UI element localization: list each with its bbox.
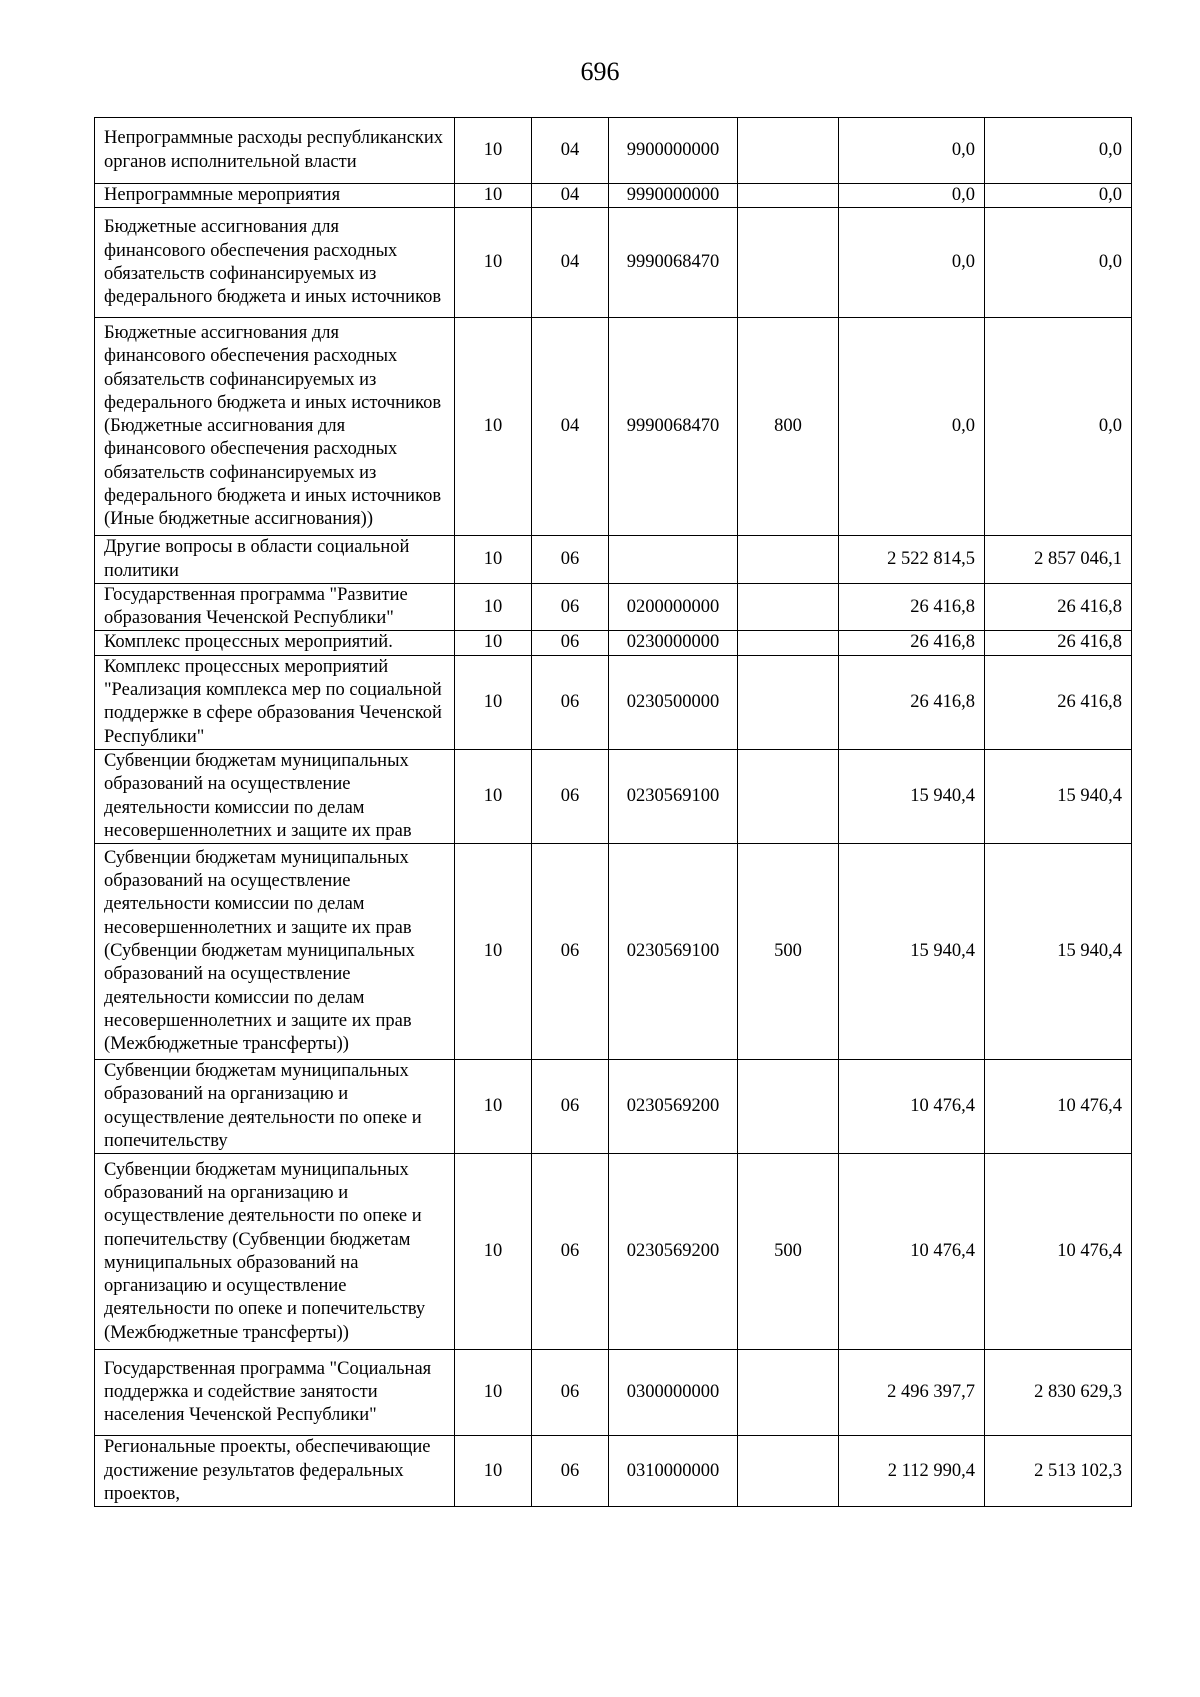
row-section-cell: 10: [455, 208, 532, 318]
table-row: [95, 318, 1132, 536]
row-expense-type-cell: [738, 184, 839, 208]
row-subsection-cell: 06: [532, 844, 609, 1060]
row-expense-type-cell: 800: [738, 318, 839, 536]
row-amount-year2-cell: 10 476,4: [985, 1154, 1132, 1350]
row-name-cell: Государственная программа "Социальная поддержка и содействие занятости населения Чеченской Республики": [95, 1350, 455, 1436]
budget-table: [94, 117, 1132, 1507]
row-target-article-cell: 0300000000: [609, 1350, 738, 1436]
row-subsection-cell: 06: [532, 1436, 609, 1507]
row-name-cell: Непрограммные расходы республиканских органов исполнительной власти: [95, 118, 455, 184]
row-expense-type-cell: [738, 536, 839, 584]
row-amount-year2-cell: 2 830 629,3: [985, 1350, 1132, 1436]
row-expense-type-cell: 500: [738, 844, 839, 1060]
table-row: [95, 184, 1132, 208]
table-body: [95, 118, 1132, 1507]
row-amount-year1-cell: 15 940,4: [839, 749, 985, 843]
row-name-cell: Непрограммные мероприятия: [95, 184, 455, 208]
row-name-cell: Субвенции бюджетам муниципальных образований на осуществление деятельности комиссии по делам несовершеннолетних и защите их прав: [95, 749, 455, 843]
row-expense-type-cell: [738, 118, 839, 184]
row-subsection-cell: 06: [532, 1350, 609, 1436]
row-section-cell: 10: [455, 318, 532, 536]
table-row: [95, 536, 1132, 584]
table-row: [95, 583, 1132, 631]
row-amount-year2-cell: 26 416,8: [985, 631, 1132, 655]
table-row: [95, 844, 1132, 1060]
row-section-cell: 10: [455, 844, 532, 1060]
row-name-cell: Субвенции бюджетам муниципальных образований на организацию и осуществление деятельности по опеке и попечительству: [95, 1060, 455, 1154]
row-expense-type-cell: [738, 1350, 839, 1436]
row-section-cell: 10: [455, 536, 532, 584]
row-target-article-cell: 0230569200: [609, 1060, 738, 1154]
row-expense-type-cell: [738, 1436, 839, 1507]
row-amount-year2-cell: 2 513 102,3: [985, 1436, 1132, 1507]
table-row: [95, 208, 1132, 318]
row-section-cell: 10: [455, 655, 532, 749]
table-row: [95, 1060, 1132, 1154]
row-expense-type-cell: [738, 208, 839, 318]
row-amount-year1-cell: 0,0: [839, 318, 985, 536]
row-amount-year2-cell: 0,0: [985, 118, 1132, 184]
row-subsection-cell: 06: [532, 655, 609, 749]
row-name-cell: Комплекс процессных мероприятий "Реализация комплекса мер по социальной поддержке в сфере образования Чеченской Республики": [95, 655, 455, 749]
row-section-cell: 10: [455, 118, 532, 184]
table-row: [95, 655, 1132, 749]
row-section-cell: 10: [455, 631, 532, 655]
table-row: [95, 749, 1132, 843]
row-target-article-cell: 9990068470: [609, 208, 738, 318]
row-subsection-cell: 06: [532, 536, 609, 584]
row-amount-year2-cell: 0,0: [985, 208, 1132, 318]
row-target-article-cell: 0230569200: [609, 1154, 738, 1350]
page-number: 696: [580, 57, 620, 86]
row-amount-year1-cell: 10 476,4: [839, 1154, 985, 1350]
row-expense-type-cell: [738, 1060, 839, 1154]
row-target-article-cell: 9900000000: [609, 118, 738, 184]
row-target-article-cell: [609, 536, 738, 584]
row-expense-type-cell: [738, 583, 839, 631]
row-name-cell: Комплекс процессных мероприятий.: [95, 631, 455, 655]
row-target-article-cell: 9990068470: [609, 318, 738, 536]
table-row: [95, 1154, 1132, 1350]
row-amount-year1-cell: 2 112 990,4: [839, 1436, 985, 1507]
row-target-article-cell: 0200000000: [609, 583, 738, 631]
row-name-cell: Государственная программа "Развитие образования Чеченской Республики": [95, 583, 455, 631]
row-section-cell: 10: [455, 184, 532, 208]
row-subsection-cell: 06: [532, 1060, 609, 1154]
row-target-article-cell: 9990000000: [609, 184, 738, 208]
row-amount-year1-cell: 10 476,4: [839, 1060, 985, 1154]
row-name-cell: Региональные проекты, обеспечивающие достижение результатов федеральных проектов,: [95, 1436, 455, 1507]
row-amount-year2-cell: 15 940,4: [985, 844, 1132, 1060]
row-subsection-cell: 04: [532, 184, 609, 208]
row-amount-year1-cell: 26 416,8: [839, 583, 985, 631]
row-section-cell: 10: [455, 1436, 532, 1507]
row-name-cell: Бюджетные ассигнования для финансового обеспечения расходных обязательств софинансируемых из федерального бюджета и иных источников (Бюджетные ассигнования для финансового обеспечения расходных обязательств софинансируемых из федерального бюджета и иных источников (Иные бюджетные ассигнования)): [95, 318, 455, 536]
row-amount-year1-cell: 26 416,8: [839, 631, 985, 655]
table-row: [95, 631, 1132, 655]
row-amount-year2-cell: 0,0: [985, 184, 1132, 208]
row-amount-year1-cell: 15 940,4: [839, 844, 985, 1060]
row-amount-year2-cell: 2 857 046,1: [985, 536, 1132, 584]
row-section-cell: 10: [455, 1350, 532, 1436]
table-row: [95, 1350, 1132, 1436]
row-name-cell: Субвенции бюджетам муниципальных образований на организацию и осуществление деятельности по опеке и попечительству (Субвенции бюджетам муниципальных образований на организацию и осуществление деятельности по опеке и попечительству (Межбюджетные трансферты)): [95, 1154, 455, 1350]
row-target-article-cell: 0230569100: [609, 844, 738, 1060]
row-subsection-cell: 06: [532, 631, 609, 655]
row-amount-year1-cell: 2 522 814,5: [839, 536, 985, 584]
row-expense-type-cell: [738, 749, 839, 843]
table-row: [95, 118, 1132, 184]
row-section-cell: 10: [455, 1060, 532, 1154]
row-target-article-cell: 0230500000: [609, 655, 738, 749]
row-amount-year1-cell: 26 416,8: [839, 655, 985, 749]
row-section-cell: 10: [455, 583, 532, 631]
row-subsection-cell: 06: [532, 1154, 609, 1350]
row-subsection-cell: 04: [532, 208, 609, 318]
row-target-article-cell: 0230569100: [609, 749, 738, 843]
row-section-cell: 10: [455, 749, 532, 843]
row-section-cell: 10: [455, 1154, 532, 1350]
row-amount-year2-cell: 26 416,8: [985, 655, 1132, 749]
row-amount-year1-cell: 0,0: [839, 208, 985, 318]
row-name-cell: Другие вопросы в области социальной политики: [95, 536, 455, 584]
table-row: [95, 1436, 1132, 1507]
row-name-cell: Субвенции бюджетам муниципальных образований на осуществление деятельности комиссии по делам несовершеннолетних и защите их прав (Субвенции бюджетам муниципальных образований на осуществление деятельности комиссии по делам несовершеннолетних и защите их прав (Межбюджетные трансферты)): [95, 844, 455, 1060]
row-target-article-cell: 0310000000: [609, 1436, 738, 1507]
row-amount-year1-cell: 0,0: [839, 118, 985, 184]
row-subsection-cell: 06: [532, 749, 609, 843]
row-target-article-cell: 0230000000: [609, 631, 738, 655]
row-expense-type-cell: [738, 655, 839, 749]
row-subsection-cell: 04: [532, 118, 609, 184]
row-expense-type-cell: [738, 631, 839, 655]
row-amount-year1-cell: 2 496 397,7: [839, 1350, 985, 1436]
row-amount-year2-cell: 15 940,4: [985, 749, 1132, 843]
row-amount-year2-cell: 10 476,4: [985, 1060, 1132, 1154]
row-amount-year2-cell: 0,0: [985, 318, 1132, 536]
row-subsection-cell: 04: [532, 318, 609, 536]
row-subsection-cell: 06: [532, 583, 609, 631]
row-name-cell: Бюджетные ассигнования для финансового обеспечения расходных обязательств софинансируемых из федерального бюджета и иных источников: [95, 208, 455, 318]
row-amount-year2-cell: 26 416,8: [985, 583, 1132, 631]
row-expense-type-cell: 500: [738, 1154, 839, 1350]
row-amount-year1-cell: 0,0: [839, 184, 985, 208]
